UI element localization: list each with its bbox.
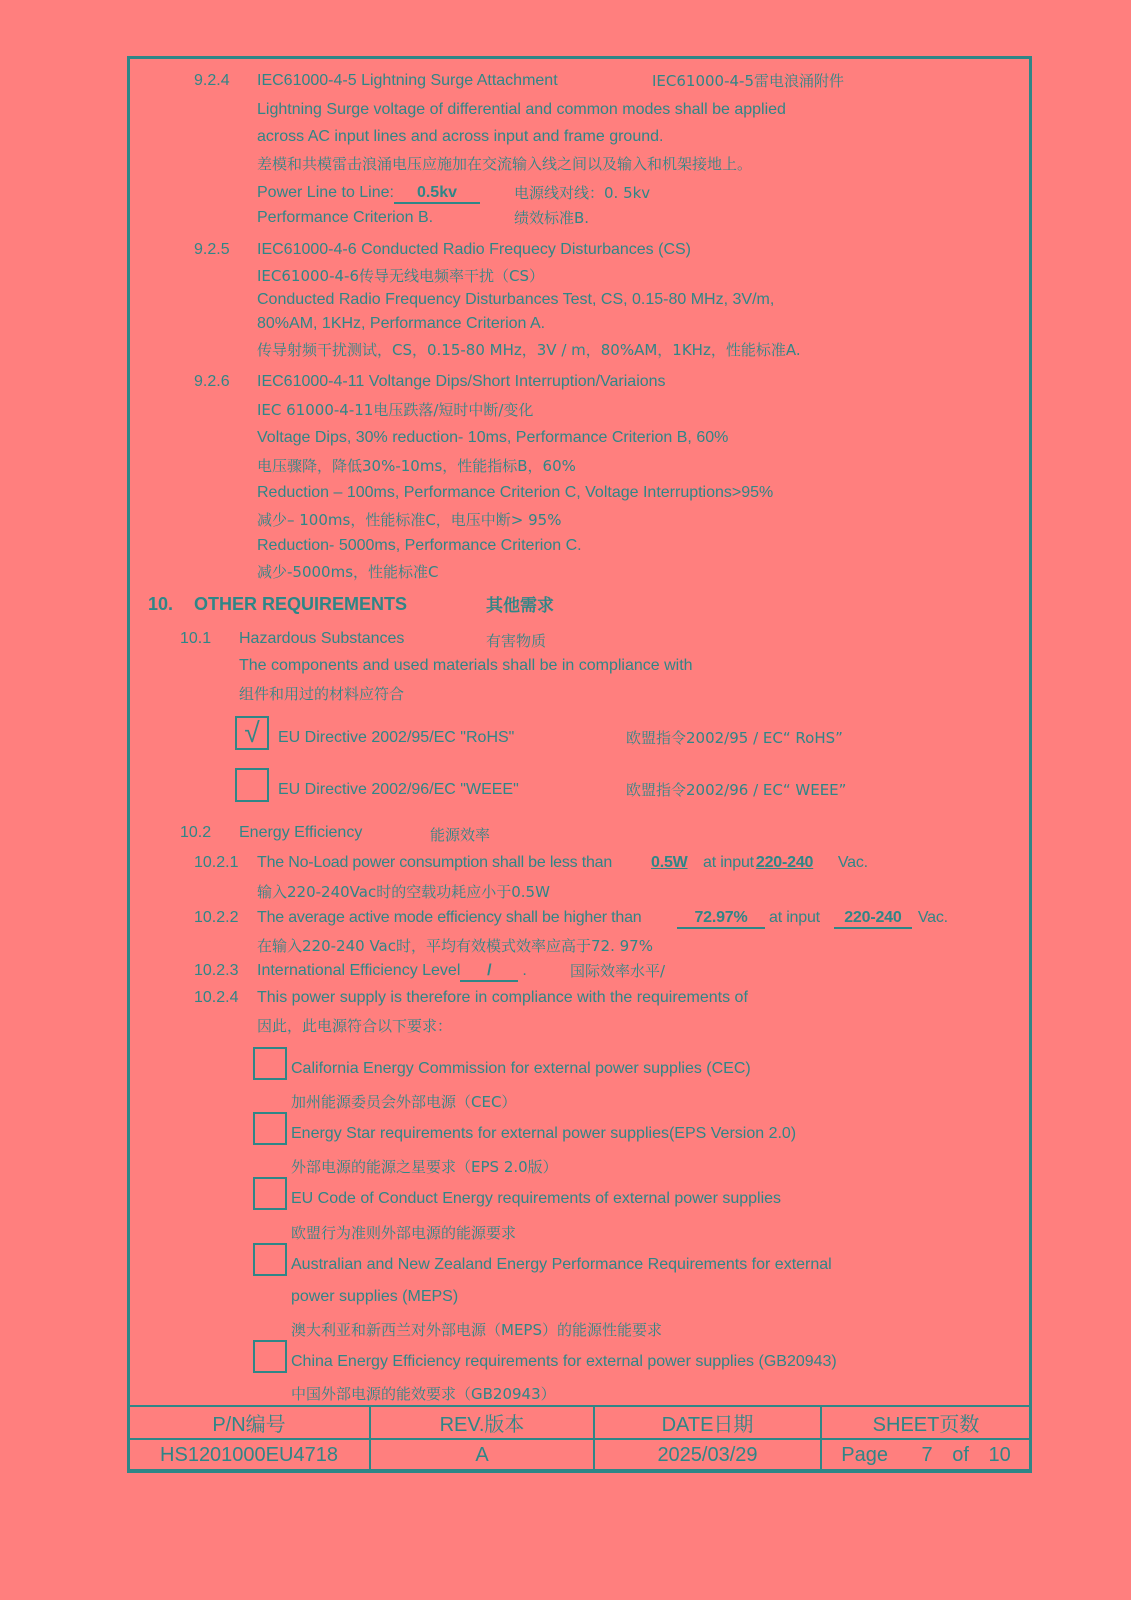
section-title: OTHER REQUIREMENTS (194, 594, 408, 614)
power-value: 0.5kv (394, 184, 480, 204)
intl-efficiency-text: International Efficiency Level (257, 962, 461, 979)
perf-criterion: Performance Criterion B. (257, 209, 434, 226)
page-number: 7 (921, 1444, 933, 1466)
page-info (821, 1439, 1031, 1472)
no-load-value: 0.5W (651, 854, 688, 871)
energy-star-checkbox[interactable] (253, 1112, 287, 1145)
text-line: 80%AM, 1KHz, Performance Criterion A. (257, 315, 546, 332)
rohs-label: EU Directive 2002/95/EC "RoHS" (278, 729, 515, 746)
power-line (257, 183, 480, 204)
section-num: 9.2.5 (194, 241, 230, 258)
cec-label-cn: 加州能源委员会外部电源（CEC） (291, 1093, 517, 1111)
section-title-cn: 有害物质 (486, 632, 547, 650)
energy-star-label: Energy Star requirements for external power supplies(EPS Version 2.0) (291, 1125, 797, 1142)
page-word: Page (841, 1444, 888, 1466)
text-line-cn: 组件和用过的材料应符合 (239, 685, 405, 703)
efficiency-input-value: 220-240 (834, 909, 912, 929)
meps-label-2: power supplies (MEPS) (291, 1288, 459, 1305)
gb20943-label: China Energy Efficiency requirements for external power supplies (GB20943) (291, 1353, 837, 1370)
section-num: 10.2.1 (194, 854, 239, 871)
no-load-text: The No-Load power consumption shall be less than (257, 854, 613, 871)
gb20943-checkbox[interactable] (253, 1340, 287, 1373)
text-line: The components and used materials shall be in compliance with (239, 657, 693, 674)
section-title-cn: IEC61000-4-5雷电浪涌附件 (652, 72, 845, 90)
weee-label: EU Directive 2002/96/EC "WEEE" (278, 781, 519, 798)
text-line: Conducted Radio Frequency Disturbances Test, CS, 0.15-80 MHz, 3V/m, (257, 291, 775, 308)
text-line-cn: 电压骤降，降低30%-10ms，性能指标B，60% (257, 457, 576, 475)
section-title-cn: IEC61000-4-6传导无线电频率干扰（CS） (257, 267, 545, 285)
header-date: DATE日期 (594, 1406, 821, 1439)
section-num: 9.2.6 (194, 373, 230, 390)
cec-label: California Energy Commission for external power supplies (CEC) (291, 1060, 751, 1077)
power-label: Power Line to Line: (257, 184, 394, 201)
intl-efficiency-dot: . (522, 962, 527, 979)
intl-efficiency-line (257, 961, 527, 982)
efficiency-value: 72.97% (677, 909, 765, 929)
section-num: 10.2.4 (194, 989, 239, 1006)
revision: A (370, 1439, 594, 1472)
no-load-input-value: 220-240 (755, 854, 814, 871)
no-load-line (257, 853, 868, 873)
header-sheet: SHEET页数 (821, 1406, 1031, 1439)
text-line: across AC input lines and across input and frame ground. (257, 128, 664, 145)
section-num: 10.2.2 (194, 909, 239, 926)
text-line: Reduction – 100ms, Performance Criterion C, Voltage Interruptions>95% (257, 484, 774, 501)
efficiency-line (257, 908, 948, 929)
intl-efficiency-value: / (460, 962, 518, 982)
rohs-checkbox[interactable]: √ (235, 716, 269, 750)
section-title-cn: IEC 61000-4-11电压跌落/短时中断/变化 (257, 401, 534, 419)
meps-label: Australian and New Zealand Energy Performance Requirements for external (291, 1256, 832, 1273)
section-title: Energy Efficiency (239, 824, 363, 841)
page-total: 10 (988, 1444, 1011, 1466)
meps-label-cn: 澳大利亚和新西兰对外部电源（MEPS）的能源性能要求 (291, 1321, 662, 1339)
section-num: 9.2.4 (194, 72, 230, 89)
rohs-label-cn: 欧盟指令2002/95 / EC“ RoHS” (626, 729, 843, 747)
energy-star-label-cn: 外部电源的能源之星要求（EPS 2.0版） (291, 1158, 558, 1176)
section-title: Hazardous Substances (239, 630, 405, 647)
section-title: IEC61000-4-11 Voltange Dips/Short Interruption/Variaions (257, 373, 666, 390)
power-line-cn: 电源线对线：0. 5kv (514, 184, 651, 202)
efficiency-cn: 在输入220-240 Vac时，平均有效模式效率应高于72. 97% (257, 937, 653, 955)
weee-checkbox[interactable] (235, 768, 269, 802)
section-num: 10.2.3 (194, 962, 239, 979)
text-line-cn: 差模和共模雷击浪涌电压应施加在交流输入线之间以及输入和机架接地上。 (257, 155, 753, 173)
efficiency-input-text: at input (769, 909, 820, 926)
efficiency-unit: Vac. (917, 909, 948, 926)
eu-coc-checkbox[interactable] (253, 1177, 287, 1210)
text-line-cn: 减少– 100ms，性能标准C，电压中断> 95% (257, 511, 562, 529)
intl-efficiency-cn: 国际效率水平/ (570, 962, 666, 980)
gb20943-label-cn: 中国外部电源的能效要求（GB20943） (291, 1385, 556, 1403)
date: 2025/03/29 (594, 1439, 821, 1472)
footer-table (127, 1405, 1032, 1472)
text-line-cn: 减少-5000ms，性能标准C (257, 563, 439, 581)
no-load-input-text: at input (703, 854, 754, 871)
text-line-cn: 传导射频干扰测试，CS，0.15-80 MHz，3V / m，80%AM，1KHz，性能标准A. (257, 341, 801, 359)
section-num: 10.2 (180, 824, 212, 841)
section-title: IEC61000-4-6 Conducted Radio Frequecy Disturbances (CS) (257, 241, 691, 258)
section-title-cn: 其他需求 (486, 596, 554, 616)
section-num: 10.1 (180, 630, 212, 647)
section-num: 10. (148, 594, 174, 614)
no-load-cn: 输入220-240Vac时的空载功耗应小于0.5W (257, 883, 550, 901)
section-title: IEC61000-4-5 Lightning Surge Attachment (257, 72, 558, 89)
compliance-text: This power supply is therefore in compliance with the requirements of (257, 989, 748, 1006)
header-rev: REV.版本 (370, 1406, 594, 1439)
efficiency-text: The average active mode efficiency shall be higher than (257, 909, 642, 926)
header-pn: P/N编号 (128, 1406, 370, 1439)
perf-criterion-cn: 绩效标准B. (514, 209, 590, 227)
eu-coc-label: EU Code of Conduct Energy requirements of external power supplies (291, 1190, 782, 1207)
weee-label-cn: 欧盟指令2002/96 / EC“ WEEE” (626, 781, 847, 799)
meps-checkbox[interactable] (253, 1243, 287, 1276)
section-title-cn: 能源效率 (430, 826, 491, 844)
compliance-text-cn: 因此，此电源符合以下要求： (257, 1017, 453, 1035)
text-line: Lightning Surge voltage of differential and common modes shall be applied (257, 101, 786, 118)
text-line: Voltage Dips, 30% reduction- 10ms, Performance Criterion B, 60% (257, 429, 729, 446)
cec-checkbox[interactable] (253, 1047, 287, 1080)
eu-coc-label-cn: 欧盟行为准则外部电源的能源要求 (291, 1224, 517, 1242)
part-number: HS1201000EU4718 (128, 1439, 370, 1472)
text-line: Reduction- 5000ms, Performance Criterion C. (257, 537, 582, 554)
of-word: of (952, 1444, 969, 1466)
no-load-unit: Vac. (837, 854, 868, 871)
